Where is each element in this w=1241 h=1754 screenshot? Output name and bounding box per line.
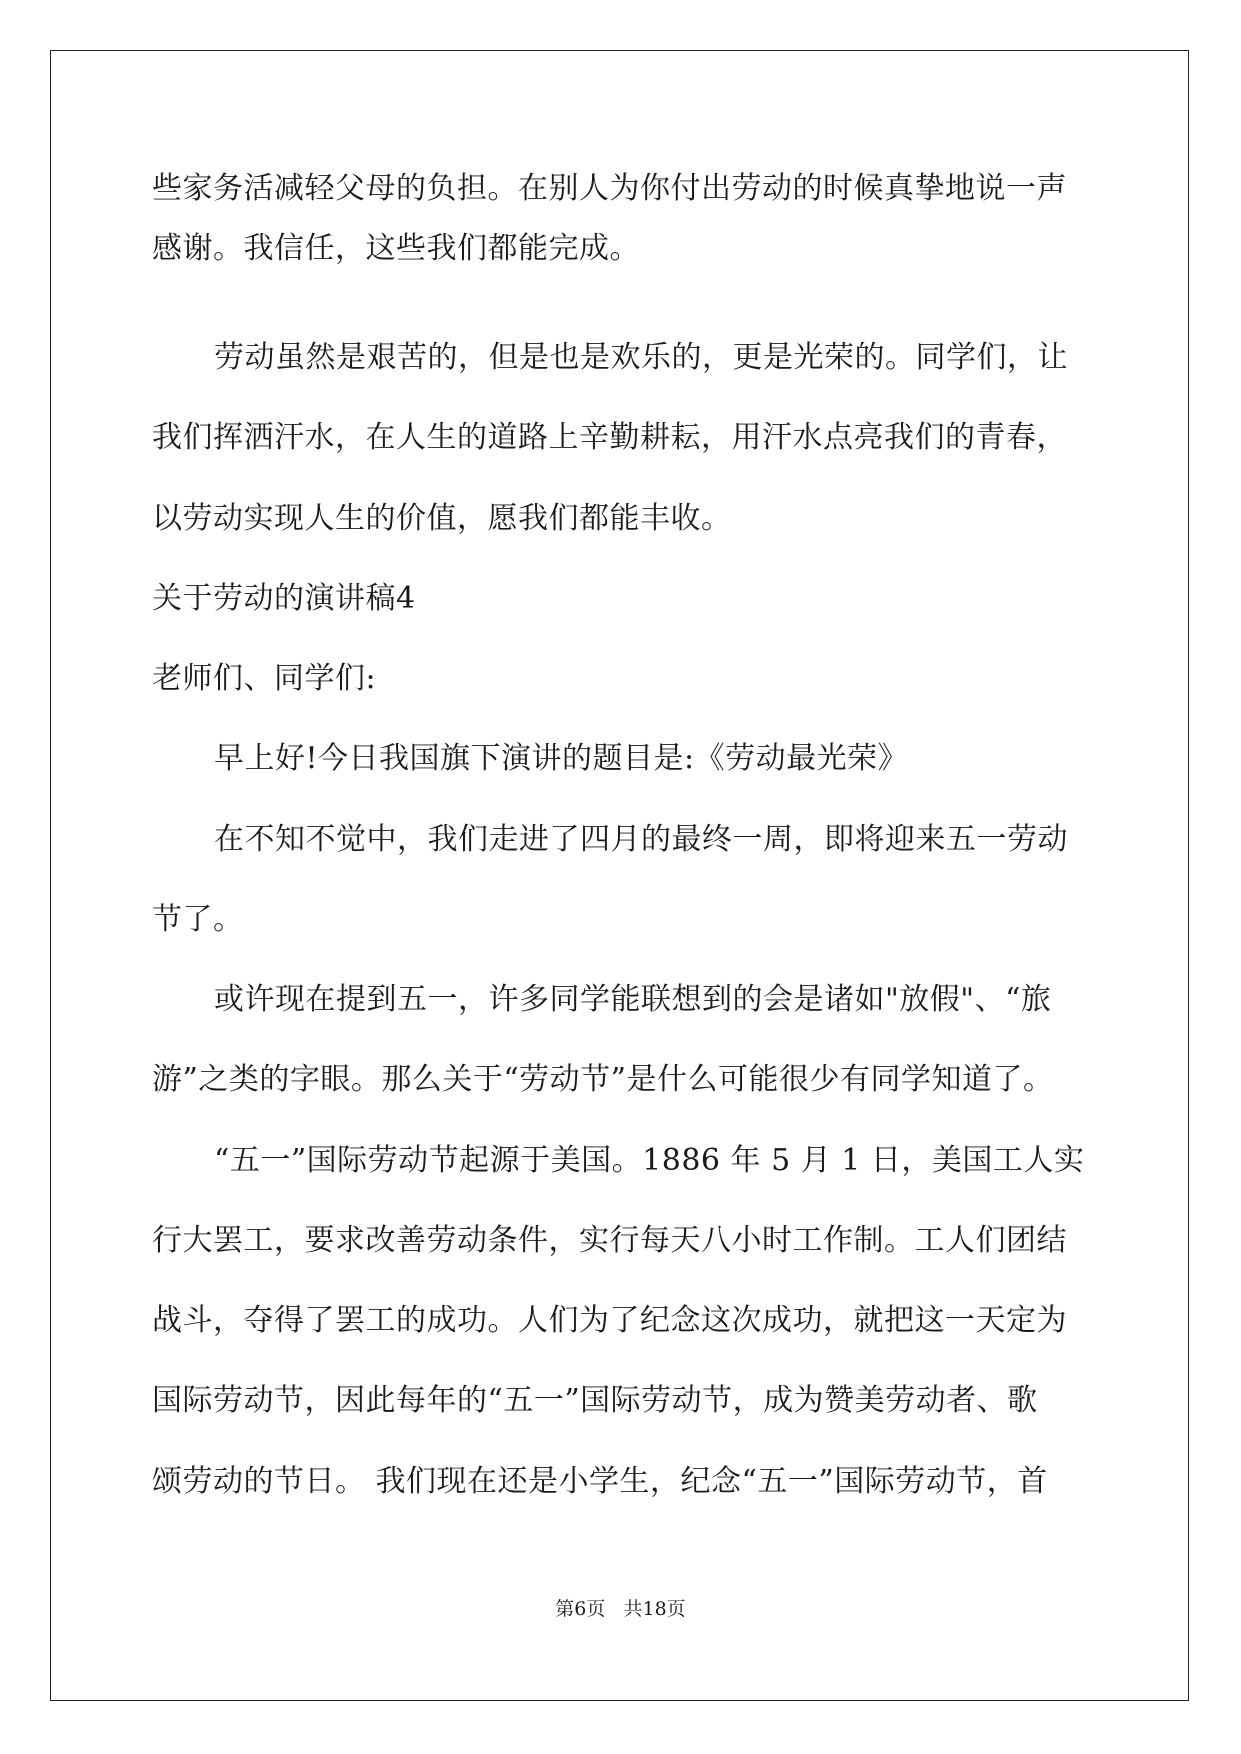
text-line: 感谢。我信任，这些我们都能完成。 [152,231,640,266]
text-line: 节了。 [152,902,244,937]
text-line: 战斗，夺得了罢工的成功。人们为了纪念这次成功，就把这一天定为 [152,1303,1067,1338]
text-line: 游”之类的字眼。那么关于“劳动节”是什么可能很少有同学知道了。 [152,1062,1054,1097]
page-border [50,50,1189,1701]
page-number-footer: 第6页 共18页 [555,1598,686,1620]
text-line: 或许现在提到五一，许多同学能联想到的会是诸如"放假"、“旅 [214,982,1052,1017]
text-line: “五一”国际劳动节起源于美国。1886 年 5 月 1 日，美国工人实 [214,1143,1085,1178]
text-line: 劳动虽然是艰苦的，但是也是欢乐的，更是光荣的。同学们，让 [214,340,1068,375]
text-line: 行大罢工，要求改善劳动条件，实行每天八小时工作制。工人们团结 [152,1223,1067,1258]
salutation: 老师们、同学们: [152,661,377,696]
text-line: 早上好!今日我国旗下演讲的题目是:《劳动最光荣》 [214,741,909,776]
text-line: 在不知不觉中，我们走进了四月的最终一周，即将迎来五一劳动 [214,822,1068,857]
text-line: 些家务活减轻父母的负担。在别人为你付出劳动的时候真挚地说一声 [152,171,1067,206]
text-line: 颂劳动的节日。 我们现在还是小学生，纪念“五一”国际劳动节，首 [152,1464,1048,1499]
text-line: 国际劳动节，因此每年的“五一”国际劳动节，成为赞美劳动者、歌 [152,1383,1038,1418]
section-heading: 关于劳动的演讲稿4 [152,581,416,616]
text-line: 以劳动实现人生的价值，愿我们都能丰收。 [152,501,732,536]
text-line: 我们挥洒汗水，在人生的道路上辛勤耕耘，用汗水点亮我们的青春， [152,420,1067,455]
